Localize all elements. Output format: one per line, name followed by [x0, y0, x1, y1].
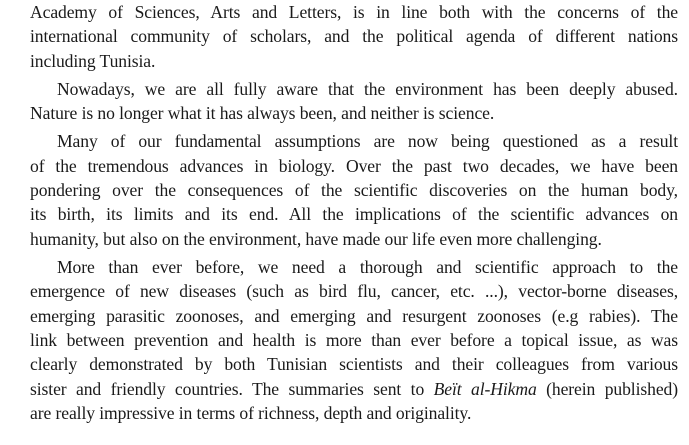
text-line: pondering over the consequences of the scientific discoveries on the human body,: [30, 180, 678, 201]
text-line: of the tremendous advances in biology. Over the past two decades, we have been: [30, 155, 678, 176]
text-line-with-italic: [30, 377, 678, 401]
paragraph-1: [30, 0, 678, 73]
text-line: link between prevention and health is more than ever before a topical issue, as was: [30, 330, 678, 351]
text-line: international community of scholars, and the political agenda of different nations: [30, 26, 678, 47]
paragraph-3: [30, 129, 678, 251]
text-line: including Tunisia.: [30, 50, 156, 71]
italic-title: Beït al-Hikma: [433, 378, 537, 399]
text-segment: (herein published): [536, 378, 678, 399]
text-line: Many of our fundamental assumptions are now being questioned as a result: [57, 131, 678, 152]
text-line: emerging parasitic zoonoses, and emerging and resurgent zoonoses (e.g rabies). The: [30, 305, 678, 326]
text-line: More than ever before, we need a thorough and scientific approach to the: [57, 256, 678, 277]
text-line: are really impressive in terms of richness, depth and originality.: [30, 403, 472, 424]
text-line: clearly demonstrated by both Tunisian scientists and their colleagues from various: [30, 354, 678, 375]
text-line: Nature is no longer what it has always been, and neither is science.: [30, 103, 495, 124]
paragraph-2: [30, 77, 678, 126]
text-line: its birth, its limits and its end. All the implications of the scientific advances on: [30, 204, 678, 225]
document-body: [30, 0, 678, 426]
text-line: Academy of Sciences, Arts and Letters, is in line both with the concerns of the: [30, 2, 678, 22]
text-line: emergence of new diseases (such as bird flu, cancer, etc. ...), vector-borne diseases,: [30, 281, 678, 302]
paragraph-4: [30, 255, 678, 426]
text-line: Nowadays, we are all fully aware that the environment has been deeply abused.: [57, 78, 678, 99]
text-line: humanity, but also on the environment, have made our life even more challenging.: [30, 228, 602, 249]
text-segment: sister and friendly countries. The summaries sent to: [30, 378, 434, 399]
